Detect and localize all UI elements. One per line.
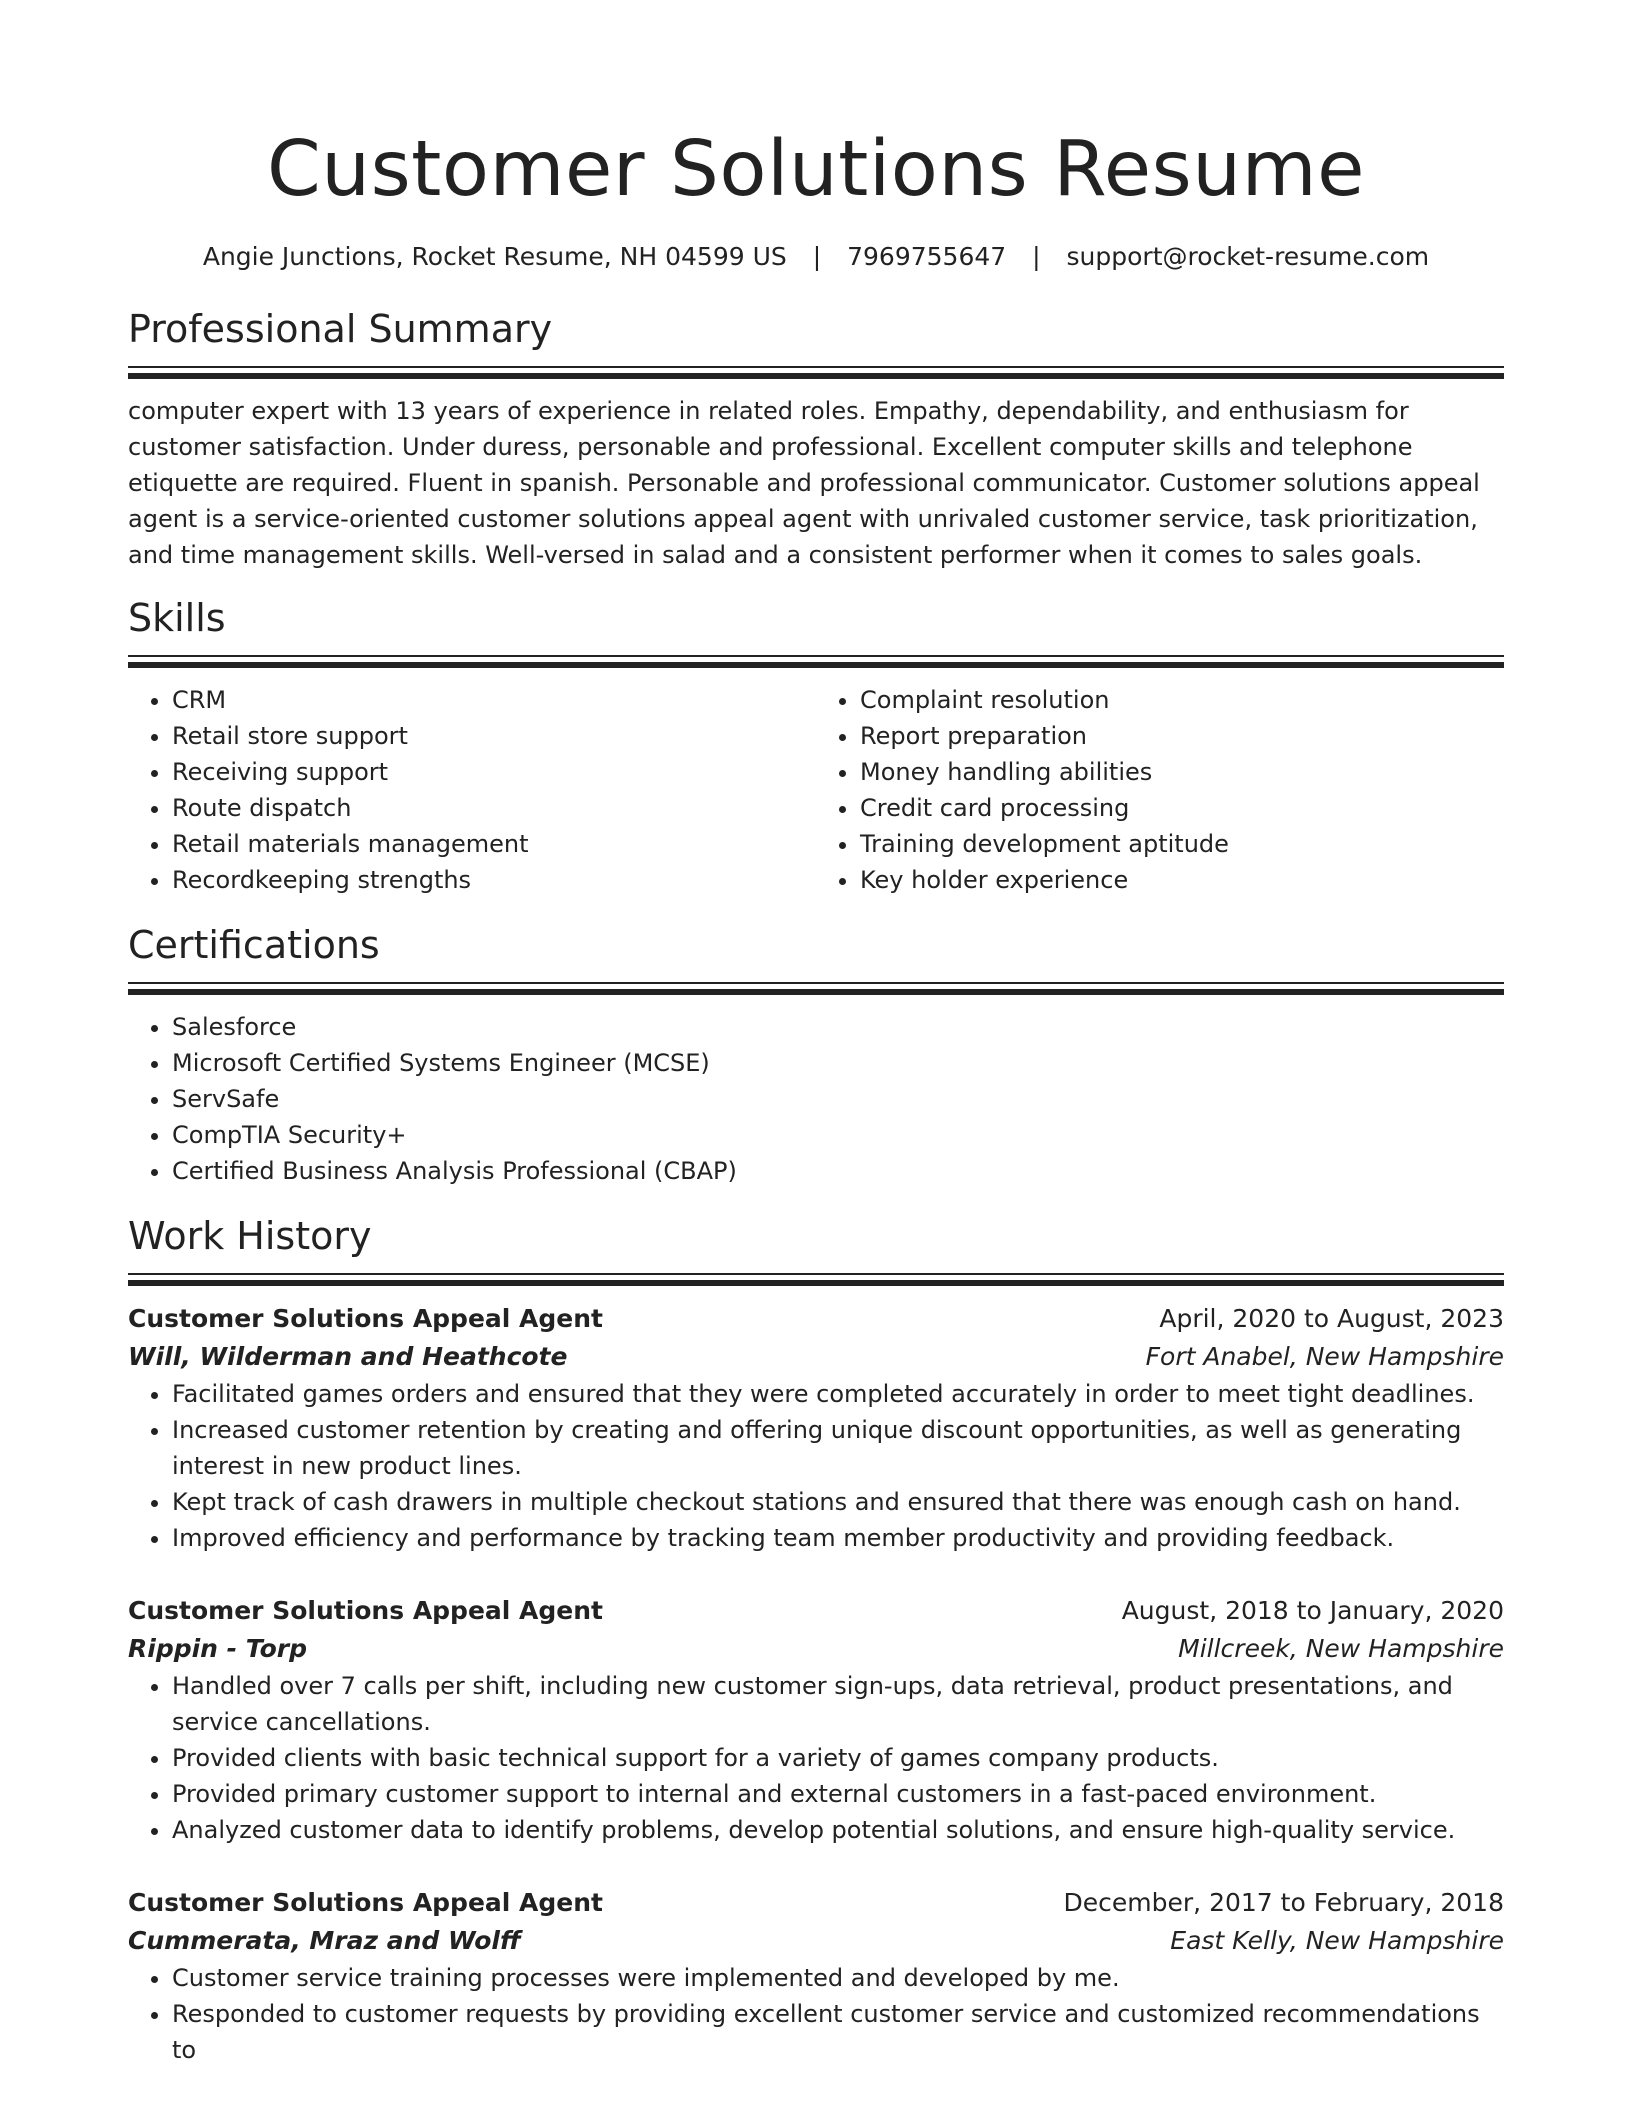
skills-list-left: [128, 682, 816, 898]
contact-email: support@rocket-resume.com: [1066, 242, 1430, 271]
section-divider: [128, 982, 1504, 995]
job-location: East Kelly, New Hampshire: [1170, 1926, 1504, 1955]
job-duty: • Analyzed customer data to identify problems, develop potential solutions, and ensure high-quality service.: [172, 1812, 1504, 1848]
job-duties: [128, 1960, 1504, 2068]
job-company: Will, Wilderman and Heathcote: [128, 1342, 568, 1371]
job-duty: • Customer service training processes were implemented and developed by me.: [172, 1960, 1504, 1996]
job-duty: • Handled over 7 calls per shift, including new customer sign-ups, data retrieval, product presentations, and service cancellations.: [172, 1668, 1504, 1740]
job-duty: • Responded to customer requests by providing excellent customer service and customized recommendations to: [172, 1996, 1504, 2068]
job-title: Customer Solutions Appeal Agent: [128, 1888, 603, 1917]
job-dates: April, 2020 to August, 2023: [1159, 1304, 1504, 1333]
certification-item: • Certified Business Analysis Professional (CBAP): [172, 1153, 1504, 1189]
skill-item: • Recordkeeping strengths: [172, 862, 816, 898]
skills-section: [128, 593, 1504, 898]
skills-list-right: [816, 682, 1504, 898]
job-company-row: [128, 1922, 1504, 1960]
job-title: Customer Solutions Appeal Agent: [128, 1304, 603, 1333]
job-title: Customer Solutions Appeal Agent: [128, 1596, 603, 1625]
job-duty: • Provided primary customer support to internal and external customers in a fast-paced environment.: [172, 1776, 1504, 1812]
contact-line: [128, 240, 1504, 274]
skill-item: • Credit card processing: [860, 790, 1504, 826]
skill-item: • CRM: [172, 682, 816, 718]
section-divider: [128, 1273, 1504, 1286]
certification-item: • CompTIA Security+: [172, 1117, 1504, 1153]
work-history-section: [128, 1211, 1504, 2068]
skill-item: • Retail store support: [172, 718, 816, 754]
job-duty: • Provided clients with basic technical support for a variety of games company products.: [172, 1740, 1504, 1776]
summary-heading: Professional Summary: [128, 307, 553, 351]
skill-item: • Key holder experience: [860, 862, 1504, 898]
summary-text: computer expert with 13 years of experience in related roles. Empathy, dependability, and enthusiasm for customer satisfaction. Under duress, personable and professional. Excellent computer skills and telephone etiquette are required. Fluent in spanish. Personable and professional communicator. Customer solutions appeal agent is a service-oriented customer solutions appeal agent with unrivaled customer service, task prioritization, and time management skills. Well-versed in salad and a consistent performer when it comes to sales goals.: [128, 397, 1480, 569]
skill-item: • Route dispatch: [172, 790, 816, 826]
job-entry: [128, 1592, 1504, 1848]
job-company-row: [128, 1630, 1504, 1668]
job-location: Millcreek, New Hampshire: [1178, 1634, 1504, 1663]
job-duty: • Facilitated games orders and ensured that they were completed accurately in order to meet tight deadlines.: [172, 1376, 1504, 1412]
contact-address: Angie Junctions, Rocket Resume, NH 04599 US: [202, 242, 787, 271]
certification-item: • Salesforce: [172, 1009, 1504, 1045]
job-header-row: [128, 1884, 1504, 1922]
skill-item: • Training development aptitude: [860, 826, 1504, 862]
skill-item: • Money handling abilities: [860, 754, 1504, 790]
summary-section: [128, 304, 1504, 573]
job-company-row: [128, 1338, 1504, 1376]
job-header-row: [128, 1300, 1504, 1338]
certification-item: • ServSafe: [172, 1081, 1504, 1117]
job-duty: • Kept track of cash drawers in multiple checkout stations and ensured that there was enough cash on hand.: [172, 1484, 1504, 1520]
job-company: Cummerata, Mraz and Wolff: [128, 1926, 521, 1955]
job-dates: December, 2017 to February, 2018: [1063, 1888, 1504, 1917]
job-dates: August, 2018 to January, 2020: [1121, 1596, 1504, 1625]
certifications-list: [128, 1009, 1504, 1189]
job-header-row: [128, 1592, 1504, 1630]
skills-heading: Skills: [128, 596, 226, 640]
skills-grid: [128, 682, 1504, 898]
certifications-heading: Certifications: [128, 923, 380, 967]
job-duty: • Increased customer retention by creating and offering unique discount opportunities, as well as generating interest in new product lines.: [172, 1412, 1504, 1484]
skill-item: • Retail materials management: [172, 826, 816, 862]
job-company: Rippin - Torp: [128, 1634, 307, 1663]
skill-item: • Report preparation: [860, 718, 1504, 754]
work-history-heading: Work History: [128, 1214, 372, 1258]
job-duties: [128, 1668, 1504, 1848]
contact-separator: |: [1032, 242, 1041, 271]
job-entry: [128, 1884, 1504, 2068]
certifications-section: [128, 920, 1504, 1189]
job-duty: • Improved efficiency and performance by tracking team member productivity and providing feedback.: [172, 1520, 1504, 1556]
section-divider: [128, 366, 1504, 379]
job-duties: [128, 1376, 1504, 1556]
resume-title: Customer Solutions Resume: [267, 125, 1365, 214]
job-entry: [128, 1300, 1504, 1556]
contact-phone: 7969755647: [847, 242, 1007, 271]
section-divider: [128, 655, 1504, 668]
job-location: Fort Anabel, New Hampshire: [1145, 1342, 1504, 1371]
skill-item: • Complaint resolution: [860, 682, 1504, 718]
contact-separator: |: [812, 242, 822, 271]
certification-item: • Microsoft Certified Systems Engineer (MCSE): [172, 1045, 1504, 1081]
skill-item: • Receiving support: [172, 754, 816, 790]
